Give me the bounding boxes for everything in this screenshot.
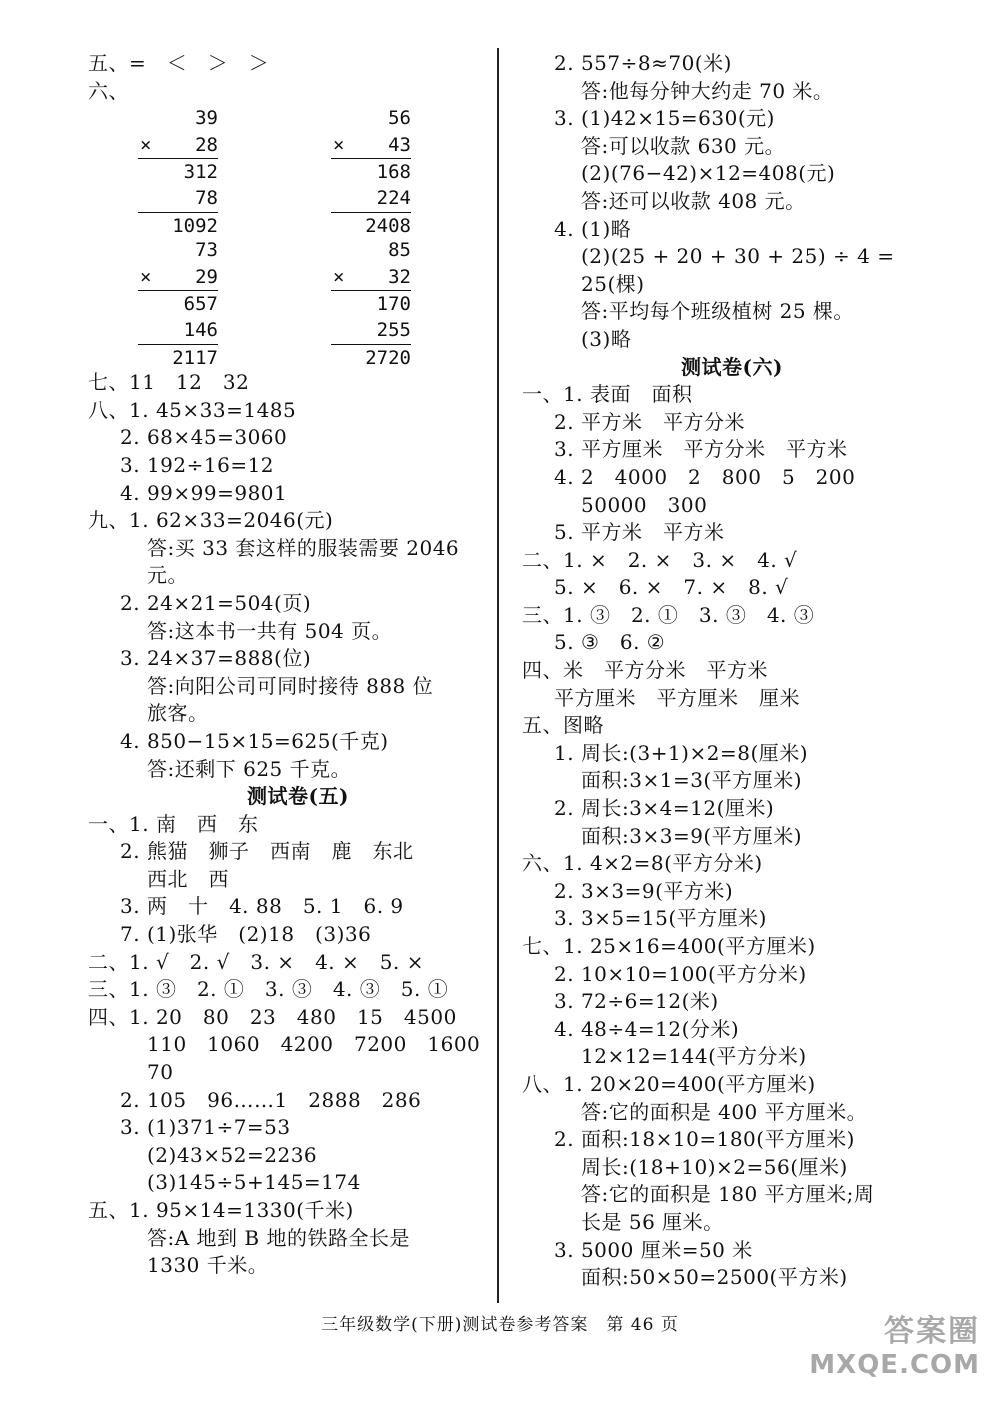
answer-line: 5. ③ 6. ② [554, 630, 666, 655]
watermark-bottom-text: MXQE.COM [809, 1350, 980, 1380]
answer-line: (3)145÷5+145=174 [147, 1170, 361, 1195]
answer-line: 面积:3×3=9(平方厘米) [581, 823, 803, 848]
answer-line: 七、1. 25×16=400(平方厘米) [522, 934, 816, 958]
answer-line: 五、图略 [522, 713, 604, 738]
answer-line: 7. (1)张华 (2)18 (3)36 [120, 922, 372, 947]
left-answer-lines [88, 369, 508, 1280]
calc-row: 657 [183, 292, 218, 315]
answer-line: 八、1. 45×33=1485 [88, 397, 297, 422]
calc-row: 73 [195, 239, 218, 262]
answer-line: 4. 2 4000 2 800 5 200 [554, 464, 856, 489]
answer-line: 九、1. 62×33=2046(元) [88, 508, 334, 533]
answer-line: (2)(76−42)×12=408(元) [581, 161, 836, 186]
answer-line: 四、1. 20 80 23 480 15 4500 [88, 1004, 457, 1029]
answer-line: 面积:50×50=2500(平方米) [581, 1265, 848, 1290]
product-row: 1092 [172, 214, 218, 237]
answer-line: 4. 48÷4=12(分米) [554, 1016, 740, 1041]
answer-line: 1330 千米。 [147, 1253, 269, 1278]
answer-line: 平方厘米 平方厘米 厘米 [554, 685, 800, 710]
answer-line: 七、11 12 32 [88, 370, 250, 395]
calc-row: 168 [376, 160, 411, 183]
section-title: 测试卷(五) [247, 784, 349, 809]
vertical-multiplication [138, 105, 218, 239]
answer-line: 3. 5000 厘米=50 米 [554, 1237, 753, 1262]
answer-line: 5. 平方米 平方米 [554, 520, 725, 545]
watermark-logo [780, 1306, 980, 1396]
answer-line: 三、1. ③ 2. ① 3. ③ 4. ③ 5. ① [88, 977, 449, 1002]
answer-line: 周长:(18+10)×2=56(厘米) [581, 1154, 848, 1179]
answer-line: 2. 周长:3×4=12(厘米) [554, 796, 775, 821]
answer-line: 答:还可以收款 408 元。 [581, 188, 806, 213]
answer-line: 二、1. × 2. × 3. × 4. √ [522, 547, 798, 572]
answer-line: 2. 平方米 平方分米 [554, 409, 745, 434]
answer-line: (2)(25 + 20 + 30 + 25) ÷ 4 = [581, 244, 895, 269]
calc-row: 312 [183, 160, 218, 183]
answer-line: 25(棵) [581, 271, 645, 296]
answer-line: 4. (1)略 [554, 216, 632, 241]
multiplier-row: × 28 [138, 132, 218, 159]
answer-line: 2. 面积:18×10=180(平方厘米) [554, 1127, 855, 1152]
left-top-lines [88, 50, 508, 105]
answer-line: 3. 平方厘米 平方分米 平方米 [554, 437, 848, 462]
answer-line: 元。 [147, 563, 188, 588]
answer-line: 3. 72÷6=12(米) [554, 989, 719, 1014]
answer-line: 答:这本书一共有 504 页。 [147, 618, 393, 643]
answer-line: 2. 熊猫 狮子 西南 鹿 东北 [120, 839, 414, 864]
answer-line: 一、1. 表面 面积 [522, 382, 693, 407]
calc-row: 85 [388, 239, 411, 262]
product-row: 2720 [365, 346, 411, 369]
left-column [88, 50, 508, 1280]
calc-row: 39 [195, 107, 218, 130]
column-divider [497, 48, 499, 1303]
answer-line: 2. 68×45=3060 [120, 425, 288, 450]
answer-line: 面积:3×1=3(平方厘米) [581, 768, 803, 793]
calc-row: 224 [331, 185, 411, 212]
answer-line: 2. 3×3=9(平方米) [554, 878, 734, 903]
answer-line: 六、 [88, 78, 129, 103]
section-title: 测试卷(六) [681, 354, 783, 379]
answer-line: 5. × 6. × 7. × 8. √ [554, 575, 789, 600]
answer-line: 六、1. 4×2=8(平方分米) [522, 851, 763, 876]
calc-row: 78 [138, 185, 218, 212]
answer-line: 答:它的面积是 400 平方厘米。 [581, 1099, 868, 1124]
answer-line: 一、1. 南 西 东 [88, 811, 259, 836]
answer-line: 50000 300 [581, 492, 708, 517]
answer-line: 4. 850−15×15=625(千克) [120, 728, 389, 753]
answer-line: 1. 周长:(3+1)×2=8(厘米) [554, 740, 809, 765]
answer-line: 3. 两 十 4. 88 5. 1 6. 9 [120, 894, 404, 919]
answer-line: 3. 24×37=888(位) [120, 646, 312, 671]
calc-row: 56 [388, 107, 411, 130]
answer-line: 答:平均每个班级植树 25 棵。 [581, 299, 854, 324]
product-row: 2408 [365, 214, 411, 237]
answer-line: 二、1. √ 2. √ 3. × 4. × 5. × [88, 949, 424, 974]
answer-line: 长是 56 厘米。 [581, 1209, 724, 1234]
answer-line: 五、1. 95×14=1330(千米) [88, 1198, 354, 1222]
answer-line: 110 1060 4200 7200 1600 [147, 1032, 481, 1057]
answer-line: 三、1. ③ 2. ① 3. ③ 4. ③ [522, 602, 815, 627]
answer-line: 12×12=144(平方分米) [581, 1044, 807, 1069]
answer-line: (3)略 [581, 326, 632, 351]
answer-line: 4. 99×99=9801 [120, 480, 288, 505]
multiplier-row: × 43 [331, 132, 411, 159]
watermark-top-text: 答案圈 [884, 1314, 980, 1349]
calc-row: 146 [138, 317, 218, 344]
answer-line: 2. 10×10=100(平方分米) [554, 961, 807, 986]
vertical-multiplication-area [88, 105, 508, 369]
answer-line: 答:它的面积是 180 平方厘米;周 [581, 1182, 875, 1207]
multiplier-row: × 29 [138, 264, 218, 291]
calc-row: 170 [376, 292, 411, 315]
answer-line: (2)43×52=2236 [147, 1142, 318, 1167]
answer-line: 2. 557÷8≈70(米) [554, 51, 732, 75]
answer-line: 答:可以收款 630 元。 [581, 133, 786, 158]
answer-line: 3. (1)42×15=630(元) [554, 106, 775, 131]
product-row: 2117 [172, 346, 218, 369]
multiplier-row: × 32 [331, 264, 411, 291]
right-answer-lines [522, 50, 942, 1292]
answer-line: 2. 105 96……1 2888 286 [120, 1087, 422, 1112]
vertical-multiplication [331, 237, 411, 371]
vertical-multiplication [331, 105, 411, 239]
answer-line: 八、1. 20×20=400(平方厘米) [522, 1071, 816, 1096]
answer-line: 答:他每分钟大约走 70 米。 [581, 78, 834, 103]
vertical-multiplication [138, 237, 218, 371]
answer-line: 3. 192÷16=12 [120, 452, 275, 477]
right-column [522, 50, 942, 1292]
answer-line: 2. 24×21=504(页) [120, 590, 312, 615]
answer-line: 答:还剩下 625 千克。 [147, 756, 352, 781]
answer-line: 3. (1)371÷7=53 [120, 1115, 291, 1140]
answer-line: 答:向阳公司可同时接待 888 位 [147, 673, 434, 698]
answer-line: 四、米 平方分米 平方米 [522, 658, 768, 683]
page-footer: 三年级数学(下册)测试卷参考答案 第 46 页 [321, 1315, 679, 1335]
answer-line: 3. 3×5=15(平方厘米) [554, 906, 767, 931]
answer-line: 西北 西 [147, 866, 229, 891]
answer-line: 70 [147, 1060, 174, 1085]
answer-line: 旅客。 [147, 701, 209, 726]
answer-line: 答:A 地到 B 地的铁路全长是 [147, 1225, 410, 1250]
calc-row: 255 [331, 317, 411, 344]
answer-line: 五、= ＜ ＞ ＞ [88, 51, 270, 75]
answer-line: 答:买 33 套这样的服装需要 2046 [147, 535, 460, 560]
